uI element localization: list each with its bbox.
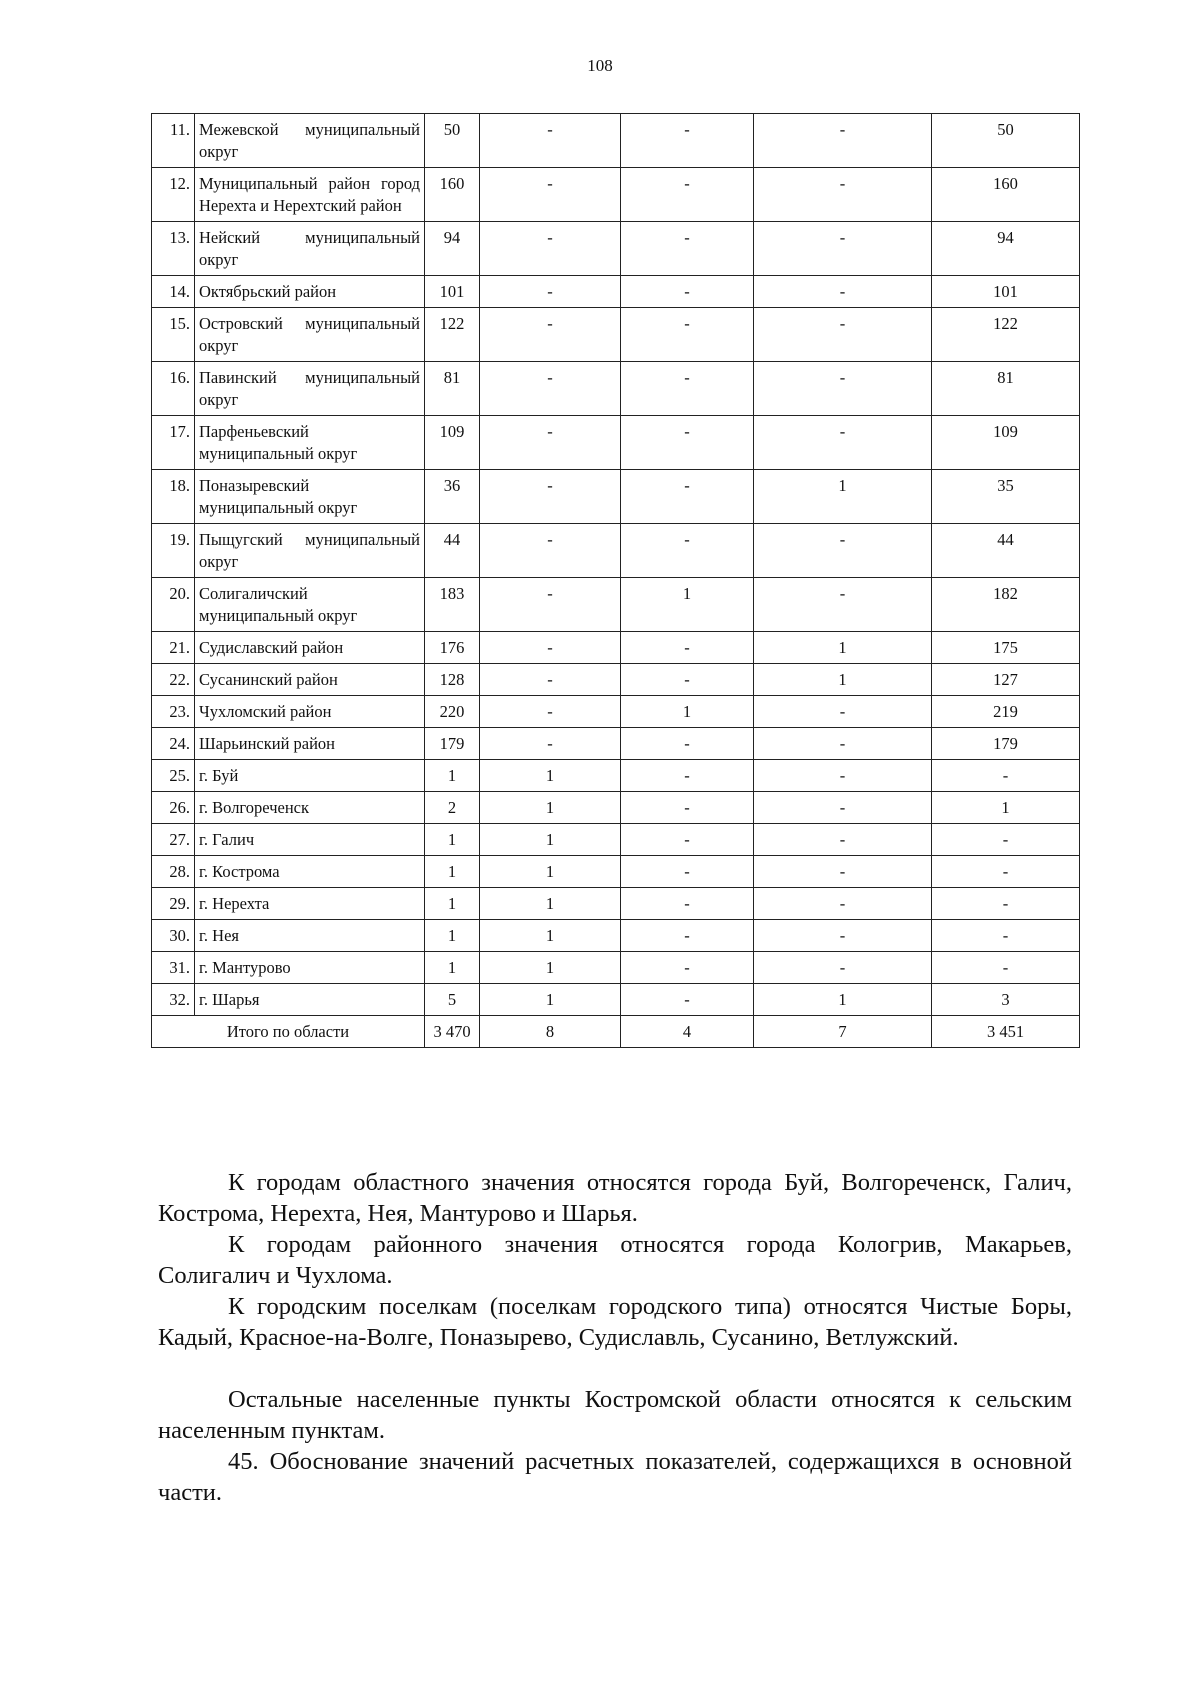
table-row — [152, 952, 1080, 984]
row-number-cell: 32. — [152, 984, 195, 1016]
territory-name-cell: Шарьинский район — [195, 728, 425, 760]
paragraph-district-cities: К городам районного значения относятся города Кологрив, Макарьев, Солигалич и Чухлома. — [158, 1231, 1072, 1289]
table-row — [152, 276, 1080, 308]
table-row — [152, 114, 1080, 168]
value-cell-5: - — [932, 920, 1080, 952]
territory-name-cell: Солигаличский муниципальный округ — [195, 578, 425, 632]
territory-name-cell: г. Волгореченск — [195, 792, 425, 824]
value-cell-4: 1 — [754, 470, 932, 524]
value-cell-1: 179 — [425, 728, 480, 760]
row-number-cell: 25. — [152, 760, 195, 792]
value-cell-3: - — [621, 308, 754, 362]
value-cell-4: - — [754, 578, 932, 632]
value-cell-3: - — [621, 952, 754, 984]
row-number-cell: 26. — [152, 792, 195, 824]
table-row — [152, 824, 1080, 856]
value-cell-2: - — [480, 632, 621, 664]
value-cell-5: 160 — [932, 168, 1080, 222]
value-cell-4: 1 — [754, 664, 932, 696]
table-row — [152, 416, 1080, 470]
value-cell-3: 1 — [621, 578, 754, 632]
paragraph-urban-settlements: К городским поселкам (поселкам городского типа) относятся Чистые Боры, Кадый, Красное-на-Волге, Поназырево, Судиславль, Сусанино, Ветлужский. — [158, 1293, 1072, 1351]
territory-name-cell: г. Нерехта — [195, 888, 425, 920]
value-cell-5: 3 — [932, 984, 1080, 1016]
value-cell-5: 122 — [932, 308, 1080, 362]
value-cell-5: 50 — [932, 114, 1080, 168]
value-cell-1: 183 — [425, 578, 480, 632]
value-cell-4: - — [754, 362, 932, 416]
paragraph-section-45: 45. Обоснование значений расчетных показателей, содержащихся в основной части. — [158, 1448, 1072, 1506]
value-cell-3: - — [621, 792, 754, 824]
value-cell-3: - — [621, 824, 754, 856]
value-cell-5: 179 — [932, 728, 1080, 760]
table-row — [152, 524, 1080, 578]
value-cell-4: - — [754, 168, 932, 222]
value-cell-3: - — [621, 362, 754, 416]
value-cell-1: 220 — [425, 696, 480, 728]
value-cell-1: 2 — [425, 792, 480, 824]
value-cell-2: 1 — [480, 920, 621, 952]
row-number-cell: 20. — [152, 578, 195, 632]
value-cell-1: 109 — [425, 416, 480, 470]
row-number-cell: 31. — [152, 952, 195, 984]
table-row — [152, 920, 1080, 952]
row-number-cell: 17. — [152, 416, 195, 470]
value-cell-2: - — [480, 416, 621, 470]
territory-name-cell: г. Кострома — [195, 856, 425, 888]
value-cell-1: 101 — [425, 276, 480, 308]
value-cell-2: - — [480, 728, 621, 760]
table-row — [152, 888, 1080, 920]
value-cell-3: - — [621, 416, 754, 470]
value-cell-1: 176 — [425, 632, 480, 664]
value-cell-1: 1 — [425, 920, 480, 952]
value-cell-3: - — [621, 760, 754, 792]
value-cell-5: - — [932, 888, 1080, 920]
value-cell-5: 81 — [932, 362, 1080, 416]
value-cell-1: 5 — [425, 984, 480, 1016]
value-cell-2: 1 — [480, 952, 621, 984]
value-cell-1: 1 — [425, 760, 480, 792]
value-cell-2: - — [480, 578, 621, 632]
row-number-cell: 29. — [152, 888, 195, 920]
value-cell-3: 1 — [621, 696, 754, 728]
table-row — [152, 696, 1080, 728]
row-number-cell: 23. — [152, 696, 195, 728]
table-row — [152, 222, 1080, 276]
territory-name-cell: Парфеньевский муниципальный округ — [195, 416, 425, 470]
territory-name-cell: Межевской муниципальный округ — [195, 114, 425, 168]
territory-name-cell: г. Нея — [195, 920, 425, 952]
territory-name-cell: г. Шарья — [195, 984, 425, 1016]
value-cell-2: - — [480, 168, 621, 222]
value-cell-2: - — [480, 524, 621, 578]
value-cell-3: - — [621, 984, 754, 1016]
value-cell-2: - — [480, 222, 621, 276]
value-cell-4: - — [754, 308, 932, 362]
territory-name-cell: Нейский муниципальный округ — [195, 222, 425, 276]
value-cell-3: - — [621, 168, 754, 222]
value-cell-1: 160 — [425, 168, 480, 222]
value-cell-2: 1 — [480, 824, 621, 856]
table-row — [152, 856, 1080, 888]
row-number-cell: 11. — [152, 114, 195, 168]
value-cell-4: - — [754, 524, 932, 578]
value-cell-3: - — [621, 888, 754, 920]
value-cell-5: 35 — [932, 470, 1080, 524]
row-number-cell: 24. — [152, 728, 195, 760]
territory-name-cell: Островский муниципальный округ — [195, 308, 425, 362]
table-row — [152, 470, 1080, 524]
value-cell-5: 175 — [932, 632, 1080, 664]
value-cell-5: 44 — [932, 524, 1080, 578]
value-cell-3: - — [621, 114, 754, 168]
table-total-row — [152, 1016, 1080, 1048]
value-cell-4: - — [754, 792, 932, 824]
territory-name-cell: Судиславский район — [195, 632, 425, 664]
territory-name-cell: Поназыревский муниципальный округ — [195, 470, 425, 524]
territory-name-cell: Муниципальный район город Нерехта и Нерехтский район — [195, 168, 425, 222]
value-cell-4: - — [754, 888, 932, 920]
value-cell-4: - — [754, 856, 932, 888]
row-number-cell: 30. — [152, 920, 195, 952]
territory-name-cell: г. Буй — [195, 760, 425, 792]
value-cell-4: - — [754, 824, 932, 856]
value-cell-3: - — [621, 276, 754, 308]
value-cell-5: 109 — [932, 416, 1080, 470]
value-cell-5: - — [932, 824, 1080, 856]
value-cell-3: - — [621, 524, 754, 578]
value-cell-2: - — [480, 470, 621, 524]
table-row — [152, 308, 1080, 362]
value-cell-4: - — [754, 728, 932, 760]
value-cell-2: 1 — [480, 760, 621, 792]
table-row — [152, 168, 1080, 222]
page-number: 108 — [587, 56, 613, 75]
value-cell-4: 1 — [754, 984, 932, 1016]
value-cell-4: - — [754, 920, 932, 952]
value-cell-1: 1 — [425, 952, 480, 984]
row-number-cell: 19. — [152, 524, 195, 578]
table-row — [152, 984, 1080, 1016]
value-cell-5: - — [932, 952, 1080, 984]
territory-name-cell: Чухломский район — [195, 696, 425, 728]
value-cell-4: - — [754, 114, 932, 168]
value-cell-5: 182 — [932, 578, 1080, 632]
value-cell-2: - — [480, 664, 621, 696]
value-cell-5: 101 — [932, 276, 1080, 308]
value-cell-4: - — [754, 952, 932, 984]
table-row — [152, 362, 1080, 416]
territory-name-cell: Октябрьский район — [195, 276, 425, 308]
value-cell-3: - — [621, 728, 754, 760]
value-cell-1: 1 — [425, 856, 480, 888]
table-row — [152, 664, 1080, 696]
table-row — [152, 760, 1080, 792]
row-number-cell: 15. — [152, 308, 195, 362]
value-cell-2: - — [480, 696, 621, 728]
total-value-cell-5: 3 451 — [932, 1016, 1080, 1048]
value-cell-3: - — [621, 920, 754, 952]
table-row — [152, 578, 1080, 632]
total-value-cell-2: 8 — [480, 1016, 621, 1048]
row-number-cell: 18. — [152, 470, 195, 524]
value-cell-2: - — [480, 276, 621, 308]
value-cell-5: - — [932, 856, 1080, 888]
total-value-cell-4: 7 — [754, 1016, 932, 1048]
total-label-cell: Итого по области — [152, 1016, 425, 1048]
value-cell-2: 1 — [480, 984, 621, 1016]
value-cell-5: 94 — [932, 222, 1080, 276]
value-cell-1: 44 — [425, 524, 480, 578]
table-row — [152, 792, 1080, 824]
value-cell-5: - — [932, 760, 1080, 792]
row-number-cell: 22. — [152, 664, 195, 696]
value-cell-3: - — [621, 222, 754, 276]
value-cell-4: - — [754, 416, 932, 470]
row-number-cell: 12. — [152, 168, 195, 222]
row-number-cell: 13. — [152, 222, 195, 276]
territory-name-cell: Пыщугский муниципальный округ — [195, 524, 425, 578]
settlements-table — [151, 113, 1080, 1048]
value-cell-2: - — [480, 308, 621, 362]
value-cell-1: 50 — [425, 114, 480, 168]
row-number-cell: 28. — [152, 856, 195, 888]
value-cell-3: - — [621, 470, 754, 524]
table-row — [152, 728, 1080, 760]
territory-name-cell: Павинский муниципальный округ — [195, 362, 425, 416]
total-value-cell-1: 3 470 — [425, 1016, 480, 1048]
total-value-cell-3: 4 — [621, 1016, 754, 1048]
value-cell-3: - — [621, 632, 754, 664]
value-cell-5: 127 — [932, 664, 1080, 696]
territory-name-cell: Сусанинский район — [195, 664, 425, 696]
row-number-cell: 16. — [152, 362, 195, 416]
value-cell-4: 1 — [754, 632, 932, 664]
table-body — [152, 114, 1080, 1048]
row-number-cell: 21. — [152, 632, 195, 664]
value-cell-3: - — [621, 664, 754, 696]
value-cell-1: 122 — [425, 308, 480, 362]
value-cell-2: 1 — [480, 792, 621, 824]
value-cell-1: 1 — [425, 888, 480, 920]
row-number-cell: 27. — [152, 824, 195, 856]
table-row — [152, 632, 1080, 664]
value-cell-1: 128 — [425, 664, 480, 696]
value-cell-4: - — [754, 222, 932, 276]
paragraph-regional-cities: К городам областного значения относятся города Буй, Волгореченск, Галич, Кострома, Нерехта, Нея, Мантурово и Шарья. — [158, 1169, 1072, 1227]
territory-name-cell: г. Галич — [195, 824, 425, 856]
value-cell-4: - — [754, 276, 932, 308]
value-cell-4: - — [754, 760, 932, 792]
value-cell-2: - — [480, 362, 621, 416]
value-cell-1: 36 — [425, 470, 480, 524]
value-cell-2: 1 — [480, 856, 621, 888]
paragraph-rural-settlements: Остальные населенные пункты Костромской области относятся к сельским населенным пунктам. — [158, 1386, 1072, 1444]
value-cell-2: - — [480, 114, 621, 168]
value-cell-1: 81 — [425, 362, 480, 416]
territory-name-cell: г. Мантурово — [195, 952, 425, 984]
value-cell-5: 1 — [932, 792, 1080, 824]
value-cell-5: 219 — [932, 696, 1080, 728]
value-cell-1: 1 — [425, 824, 480, 856]
value-cell-3: - — [621, 856, 754, 888]
value-cell-1: 94 — [425, 222, 480, 276]
row-number-cell: 14. — [152, 276, 195, 308]
value-cell-2: 1 — [480, 888, 621, 920]
value-cell-4: - — [754, 696, 932, 728]
